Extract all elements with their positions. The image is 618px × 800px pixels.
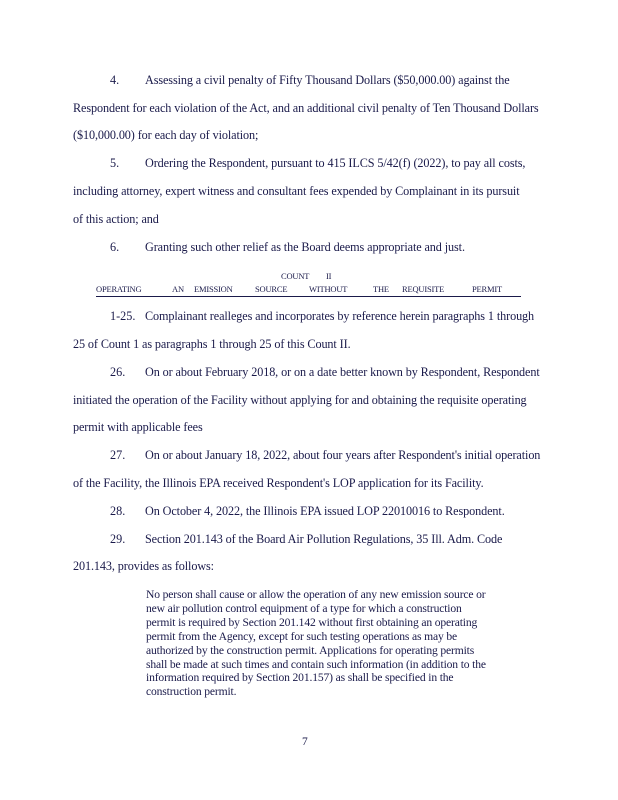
paragraph-6-line-1: Granting such other relief as the Board deems appropriate and just.: [145, 240, 465, 254]
count-heading-word: EMISSION: [194, 284, 233, 294]
paragraph-5-line-2: including attorney, expert witness and consultant fees expended by Complainant in its pursuit: [73, 184, 520, 198]
paragraph-5-number: 5.: [110, 156, 120, 170]
block-quote: [146, 588, 576, 699]
paragraph-26-number: 26.: [110, 365, 126, 379]
count-heading-title: [96, 284, 521, 297]
paragraph-28-number: 28.: [110, 504, 126, 518]
paragraph-6-number: 6.: [110, 240, 120, 254]
paragraph-1-25-line-1: Complainant realleges and incorporates by reference herein paragraphs 1 through: [145, 309, 535, 323]
paragraph-27-line-1: On or about January 18, 2022, about four years after Respondent's initial operation: [145, 448, 541, 462]
paragraph-27-line-2: of the Facility, the Illinois EPA received Respondent's LOP application for its Facility.: [73, 476, 484, 490]
paragraph-4-line-2: Respondent for each violation of the Act, and an additional civil penalty of Ten Thousand Dollars: [73, 101, 539, 115]
block-quote-line: shall be made at such times and contain such information (in addition to the: [146, 657, 486, 671]
count-heading-word: AN: [172, 284, 184, 294]
paragraph-26-line-3: permit with applicable fees: [73, 420, 203, 434]
paragraph-5-line-3: of this action; and: [73, 212, 159, 226]
paragraph-29-line-1: Section 201.143 of the Board Air Pollution Regulations, 35 Ill. Adm. Code: [145, 532, 503, 546]
paragraph-26-line-2: initiated the operation of the Facility without applying for and obtaining the requisite operating: [73, 393, 527, 407]
count-heading-word: PERMIT: [472, 284, 502, 294]
paragraph-26-line-1: On or about February 2018, or on a date better known by Respondent, Respondent: [145, 365, 540, 379]
block-quote-line: construction permit.: [146, 685, 237, 699]
paragraph-28-line-1: On October 4, 2022, the Illinois EPA issued LOP 22010016 to Respondent.: [145, 504, 505, 518]
block-quote-line: permit is required by Section 201.142 without first obtaining an operating: [146, 615, 478, 629]
block-quote-line: No person shall cause or allow the operation of any new emission source or: [146, 588, 486, 601]
count-heading-word: THE: [373, 284, 389, 294]
paragraph-4-line-3: ($10,000.00) for each day of violation;: [73, 128, 259, 142]
count-heading-word: WITHOUT: [309, 284, 348, 294]
count-heading-label: COUNT: [281, 271, 310, 281]
page-number: 7: [302, 736, 308, 748]
count-heading-numeral: II: [326, 271, 332, 281]
block-quote-line: authorized by the construction permit. Applications for operating permits: [146, 643, 475, 657]
paragraph-29-line-2: 201.143, provides as follows:: [73, 559, 214, 573]
paragraph-4-line-1: Assessing a civil penalty of Fifty Thousand Dollars ($50,000.00) against the: [145, 73, 510, 87]
count-heading-word: REQUISITE: [402, 284, 445, 294]
paragraph-4-number: 4.: [110, 73, 120, 87]
block-quote-line: new air pollution control equipment of a type for which a construction: [146, 601, 462, 615]
paragraph-29-number: 29.: [110, 532, 126, 546]
paragraph-1-25-number: 1-25.: [110, 309, 136, 323]
count-heading-word: OPERATING: [96, 284, 142, 294]
paragraph-1-25-line-2: 25 of Count 1 as paragraphs 1 through 25 of this Count II.: [73, 337, 351, 351]
paragraph-27-number: 27.: [110, 448, 126, 462]
block-quote-line: permit from the Agency, except for such testing operations as may be: [146, 629, 457, 643]
paragraph-5-line-1: Ordering the Respondent, pursuant to 415 ILCS 5/42(f) (2022), to pay all costs,: [145, 156, 526, 170]
count-heading-word: SOURCE: [255, 284, 288, 294]
block-quote-line: information required by Section 201.157) as shall be specified in the: [146, 671, 454, 685]
